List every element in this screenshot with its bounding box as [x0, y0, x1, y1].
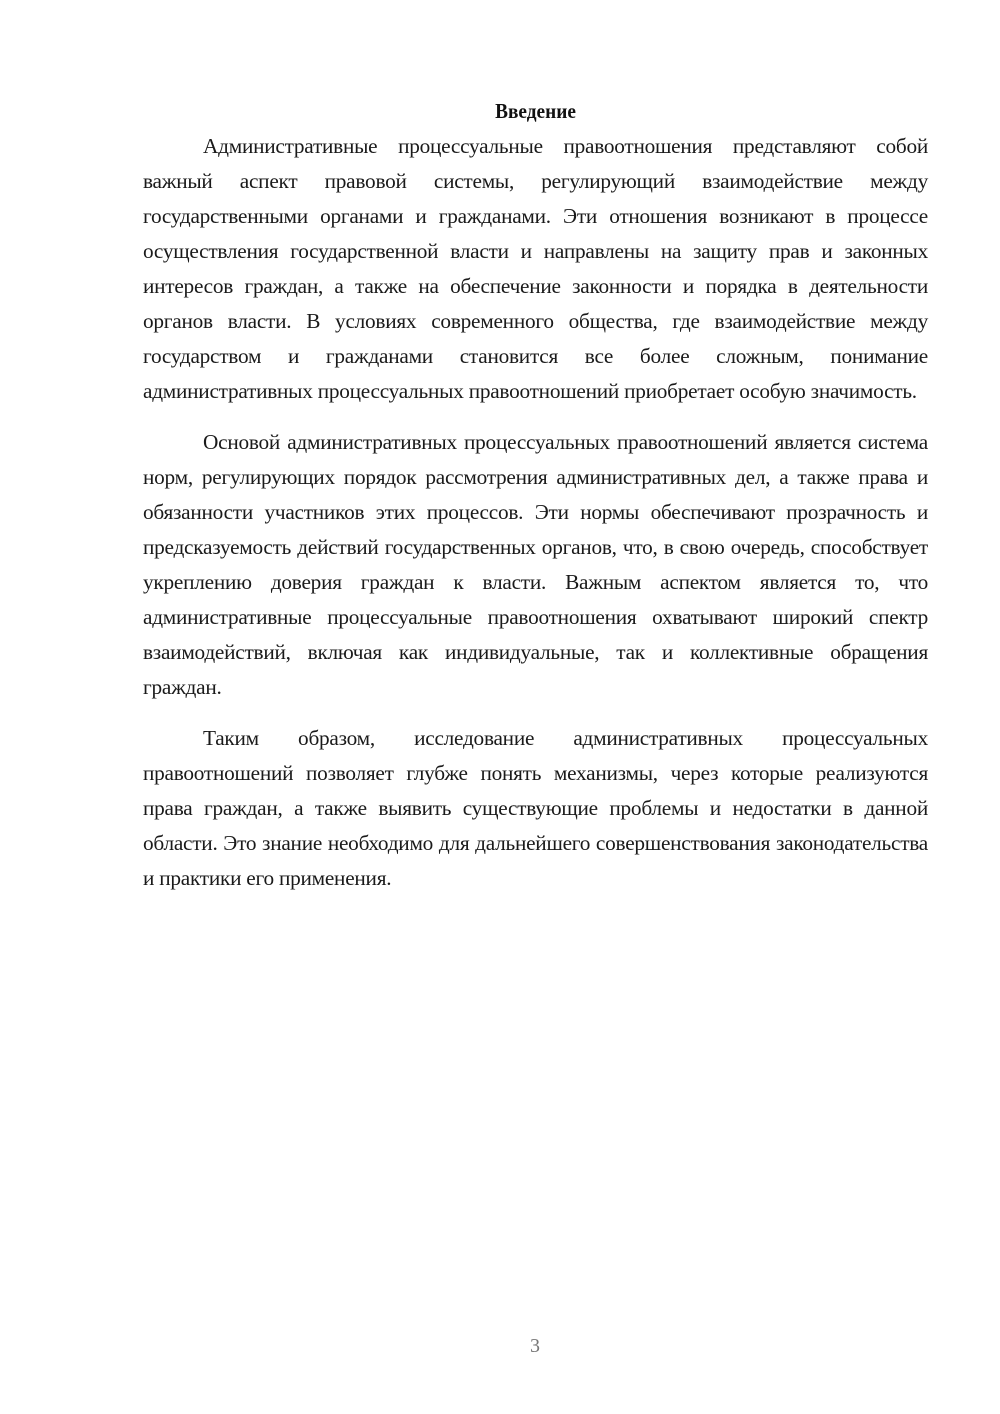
page-number: 3 [530, 1335, 540, 1357]
paragraph-3: Таким образом, исследование административных процессуальных правоотношений позволяет глубже понять механизмы, через которые реализуются права граждан, а также выявить существующие проблемы и недостатки в данной области. Это знание необходимо для дальнейшего совершенствования законодательства и практики его применения. [143, 726, 928, 890]
paragraph-2: Основой административных процессуальных правоотношений является система норм, регулирующих порядок рассмотрения административных дел, а также права и обязанности участников этих процессов. Эти нормы обеспечивают прозрачность и предсказуемость действий государственных органов, что, в свою очередь, способствует укреплению доверия граждан к власти. Важным аспектом является то, что административные процессуальные правоотношения охватывают широкий спектр взаимодействий, включая как индивидуальные, так и коллективные обращения граждан. [143, 430, 928, 699]
section-title: Введение [495, 99, 576, 123]
paragraph-1: Административные процессуальные правоотношения представляют собой важный аспект правовой системы, регулирующий взаимодействие между государственными органами и гражданами. Эти отношения возникают в процессе осуществления государственной власти и направлены на защиту прав и законных интересов граждан, а также на обеспечение законности и порядка в деятельности органов власти. В условиях современного общества, где взаимодействие между государством и гражданами становится все более сложным, понимание административных процессуальных правоотношений приобретает особую значимость. [143, 134, 928, 403]
page-content [143, 96, 928, 912]
